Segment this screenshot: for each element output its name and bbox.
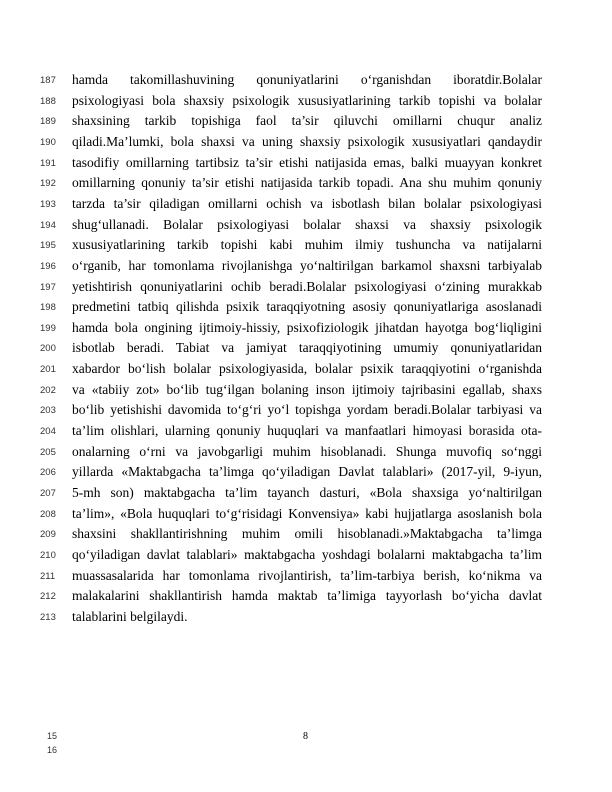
text-line: onalarning o‘rni va javobgarligi muhim hisoblanadi. Shunga muvofiq so‘nggi xyxy=(72,443,542,459)
line-number: 203 xyxy=(40,405,56,417)
text-line: omillarning qonuniy ta’sir etishi natijasida tarkib topadi. Ana shu muhim qonuniy xyxy=(72,175,542,191)
text-line: malakalarini shakllantirish hamda maktab ta’limiga tayyorlash bo‘yicha davlat xyxy=(72,588,542,604)
text-line: bo‘lib yetishishi davomida to‘g‘ri yo‘l topishga yordam beradi.Bolalar tarbiyasi va xyxy=(72,402,542,418)
text-line: yetishtirish qonuniyatlarini ochib beradi.Bolalar psixologiyasi o‘zining murakkab xyxy=(72,278,542,294)
line-number: 199 xyxy=(40,322,56,334)
line-number: 189 xyxy=(40,116,56,128)
line-number: 196 xyxy=(40,260,56,272)
line-number: 200 xyxy=(40,343,56,355)
line-number: 208 xyxy=(40,508,56,520)
footer-line-number: 15 xyxy=(47,731,58,741)
text-line: yillarda «Maktabgacha ta’limga qo‘yiladigan Davlat talablari» (2017-yil, 9-iyun, xyxy=(72,464,542,480)
line-number: 205 xyxy=(40,446,56,458)
line-number: 197 xyxy=(40,281,56,293)
text-line: 5-mh son) maktabgacha ta’lim tayanch dasturi, «Bola shaxsiga yo‘naltirilgan xyxy=(72,485,542,500)
text-line: o‘rganib, har tomonlama rivojlanishga yo‘naltirilgan barkamol shaxsni tarbiyalab xyxy=(72,257,542,273)
text-line: va «tabiiy zot» bo‘lib tug‘ilgan bolaning inson ijtimoiy tajribasini egallab, shaxs xyxy=(72,381,542,397)
line-number: 209 xyxy=(40,529,56,541)
text-line: qo‘yiladigan davlat talablari» maktabgacha yoshdagi bolalarni maktabgacha ta’lim xyxy=(72,546,542,562)
line-number: 193 xyxy=(40,198,56,210)
text-line: hamda takomillashuvining qonuniyatlarini o‘rganishdan iboratdir.Bolalar xyxy=(72,72,542,87)
line-number: 187 xyxy=(40,75,56,86)
text-line: ta’lim», «Bola huquqlari to‘g‘risidagi Konvensiya» kabi hujjatlarga asoslanish bola xyxy=(72,505,542,521)
line-number: 202 xyxy=(40,384,56,396)
line-number: 204 xyxy=(40,426,56,438)
text-line: xabardor bo‘lish bolalar psixologiyasida, bolalar psixik taraqqiyotini o‘rganishda xyxy=(72,361,542,377)
text-line: psixologiyasi bola shaxsiy psixologik xususiyatlarining tarkib topishi va bolalar xyxy=(72,92,542,108)
line-number: 207 xyxy=(40,488,56,499)
text-line: hamda bola ongining ijtimoiy-hissiy, psixofiziologik jihatdan hayotga bog‘liqligini xyxy=(72,319,542,335)
line-number: 188 xyxy=(40,95,56,107)
line-number: 195 xyxy=(40,240,56,252)
line-number: 191 xyxy=(40,157,56,169)
line-number: 213 xyxy=(40,611,56,623)
text-line: qiladi.Ma’lumki, bola shaxsi va uning shaxsiy psixologik xususiyatlari qandaydir xyxy=(72,133,542,149)
line-number: 211 xyxy=(40,570,56,582)
text-line: shaxsini shakllantirishning muhim omili hisoblanadi.»Maktabgacha ta’limga xyxy=(72,526,542,542)
text-line: ta’lim olishlari, ularning qonuniy huquqlari va manfaatlari himoyasi borasida ota- xyxy=(72,423,542,439)
text-line: isbotlab beradi. Tabiat va jamiyat taraqqiyotining umumiy qonuniyatlaridan xyxy=(72,340,542,356)
text-line: talablarini belgilaydi. xyxy=(72,608,188,624)
text-line: shug‘ullanadi. Bolalar psixologiyasi bolalar shaxsi va shaxsiy psixologik xyxy=(72,216,542,232)
line-number: 194 xyxy=(40,219,56,231)
line-number: 198 xyxy=(40,302,56,314)
text-line: muassasalarida har tomonlama rivojlantirish, ta’lim-tarbiya berish, ko‘nikma va xyxy=(72,567,542,583)
text-line: tasodifiy omillarning tartibsiz ta’sir etishi natijasida emas, balki muayyan konkret xyxy=(72,154,542,170)
text-line: xususiyatlarining tarkib topishi kabi muhim ilmiy tushuncha va natijalarni xyxy=(72,237,542,253)
page-number: 8 xyxy=(303,731,308,742)
line-number: 201 xyxy=(40,364,56,376)
text-line: tarzda ta’sir qiladigan omillarni ochish va isbotlash bilan bolalar psixologiyasi xyxy=(72,195,542,211)
line-number: 206 xyxy=(40,467,56,479)
line-number: 190 xyxy=(40,136,56,148)
text-line: shaxsining tarkib topishiga faol ta’sir qiluvchi omillarni chuqur analiz xyxy=(72,113,542,129)
text-line: predmetini tatbiq qilishda psixik taraqqiyotning asosiy qonuniyatlariga asoslanadi xyxy=(72,299,542,315)
line-number: 210 xyxy=(40,549,56,561)
line-number: 192 xyxy=(40,178,56,190)
line-number: 212 xyxy=(40,591,56,603)
footer-line-number: 16 xyxy=(47,745,58,755)
